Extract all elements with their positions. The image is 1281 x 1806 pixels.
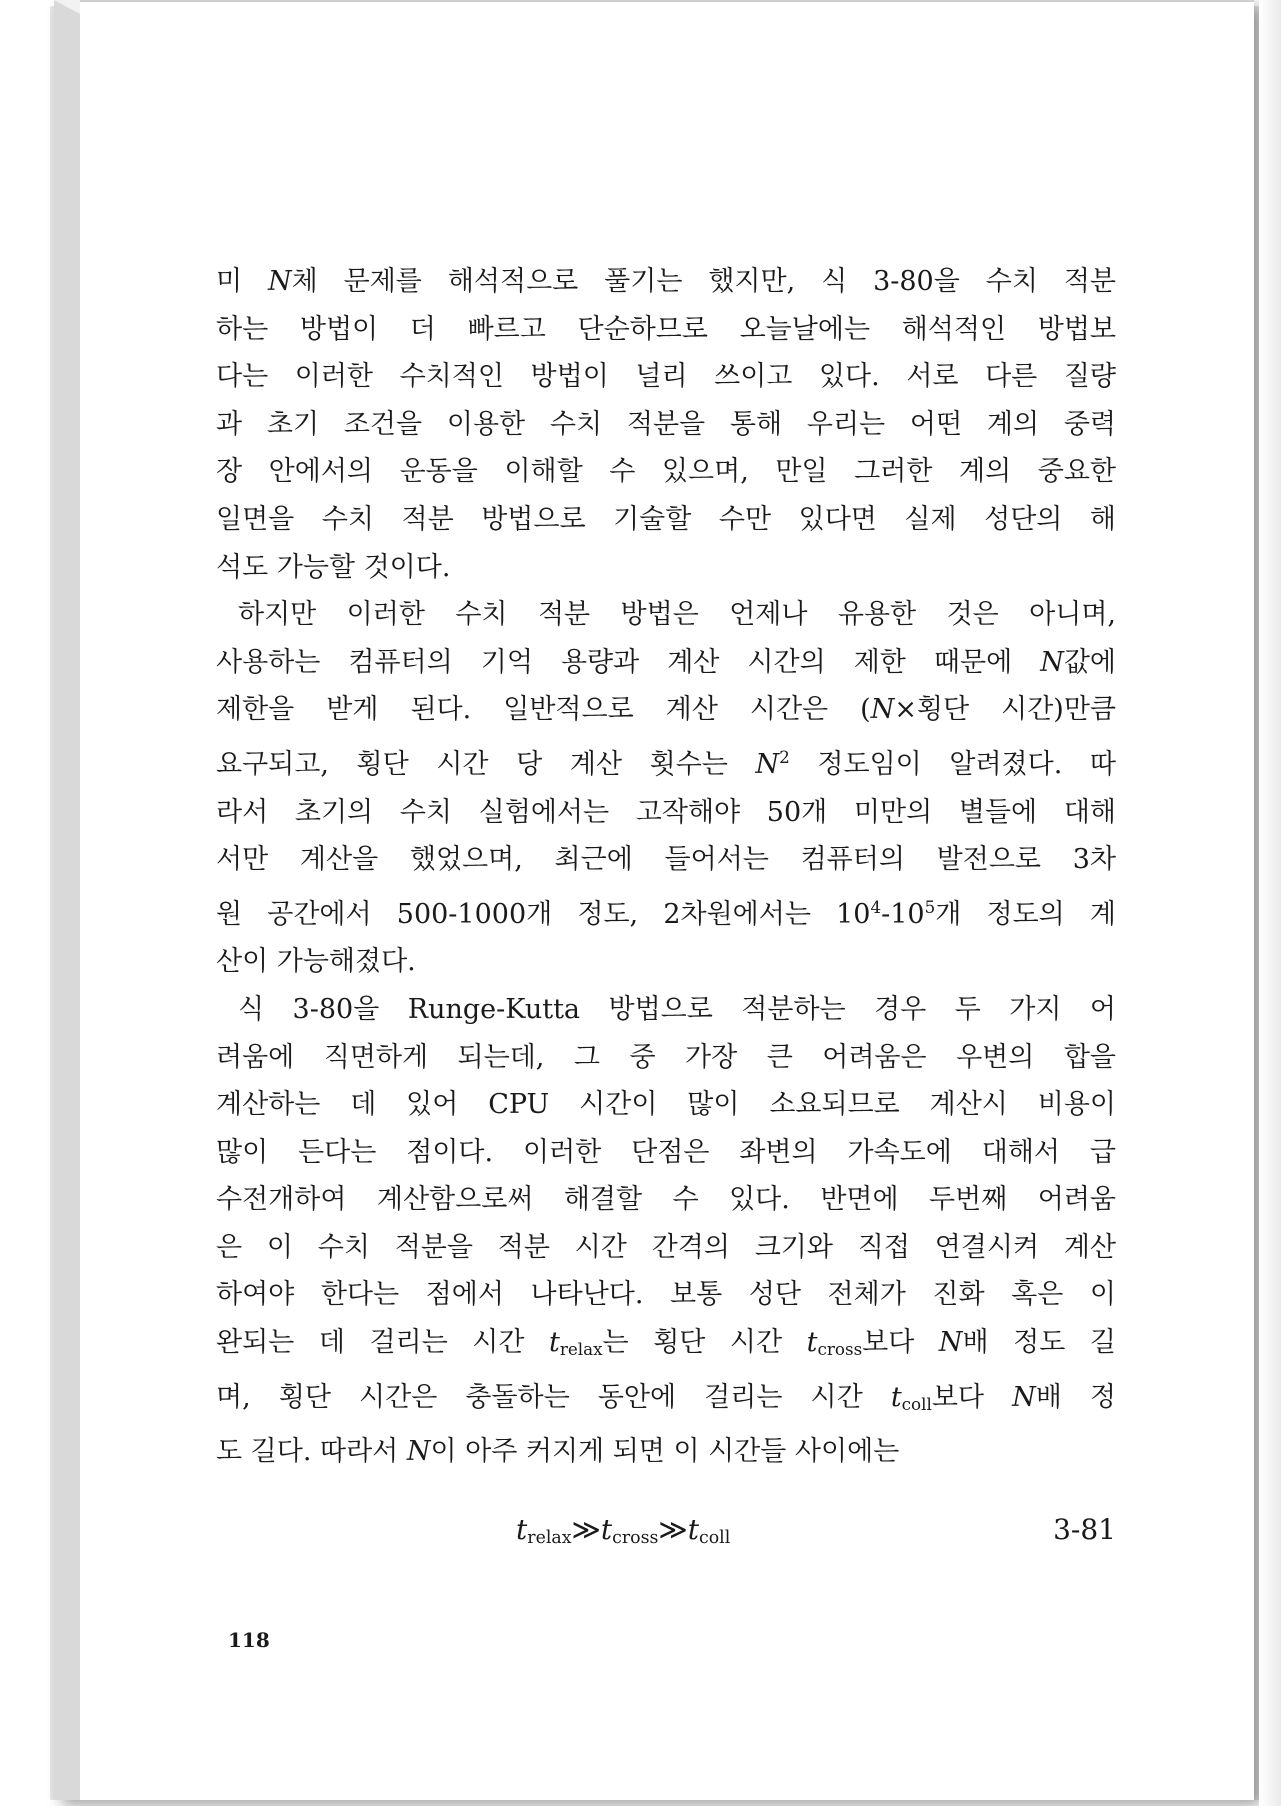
- equation-3-81: [216, 1506, 1116, 1554]
- italic-symbol: t: [806, 1327, 818, 1359]
- page-number: 118: [228, 1628, 270, 1652]
- text-line: 라서 초기의 수치 실험에서는 고작해야 50개 미만의 별들에 대해: [216, 796, 1116, 828]
- superscript: 2: [779, 746, 790, 767]
- text-line: 원 공간에서 500-1000개 정도, 2차원에서는 $10^4-10^5$개 정도의 계: [216, 896, 1116, 930]
- page-corner-fold: [54, 0, 80, 14]
- italic-symbol: t: [687, 1513, 699, 1546]
- italic-symbol: t: [516, 1513, 528, 1546]
- text-line: 많이 든다는 점이다. 이러한 단점은 좌변의 가속도에 대해서 급: [216, 1136, 1116, 1168]
- italic-symbol: N: [1012, 1381, 1036, 1413]
- text-line: 석도 가능할 것이다.: [216, 551, 451, 583]
- text-line: 요구되고, 횡단 시간 당 계산 횟수는 $N^2$ 정도임이 알려졌다. 따: [216, 746, 1116, 780]
- italic-symbol: N: [755, 748, 780, 780]
- text-line: 완되는 데 걸리는 시간 $t_{relax}$는 횡단 시간 $t_{cross}$보다 N배 정도 길: [216, 1327, 1116, 1360]
- text-line: 계산하는 데 있어 CPU 시간이 많이 소요되므로 계산시 비용이: [216, 1089, 1116, 1121]
- text-line: 하여야 한다는 점에서 나타난다. 보통 성단 전체가 진화 혹은 이: [216, 1279, 1116, 1311]
- text-line: 미 N체 문제를 해석적으로 풀기는 했지만, 식 3-80을 수치 적분: [216, 266, 1116, 297]
- subscript: relax: [559, 1339, 603, 1360]
- text-line: 식 3-80을 Runge-Kutta 방법으로 적분하는 경우 두 가지 어: [238, 993, 1116, 1025]
- text-line: 하는 방법이 더 빠르고 단순하므로 오늘날에는 해석적인 방법보: [216, 313, 1116, 345]
- text-line: 산이 가능해졌다.: [216, 946, 416, 978]
- text-line: 며, 횡단 시간은 충돌하는 동안에 걸리는 시간 $t_{coll}$보다 N배 정: [216, 1381, 1116, 1414]
- text-line: 과 초기 조건을 이용한 수치 적분을 통해 우리는 어떤 계의 중력: [216, 408, 1116, 440]
- text-line: 사용하는 컴퓨터의 기억 용량과 계산 시간의 제한 때문에 N값에: [216, 646, 1116, 678]
- italic-symbol: N: [406, 1436, 431, 1468]
- italic-symbol: N: [938, 1327, 963, 1359]
- italic-symbol: t: [600, 1513, 613, 1546]
- equation-expression: $t_{relax}≫t_{cross}≫t_{coll}$: [516, 1513, 731, 1548]
- text-line: 장 안에서의 운동을 이해할 수 있으며, 만일 그러한 계의 중요한: [216, 456, 1116, 488]
- page-right-edge: [1259, 0, 1281, 1806]
- subscript: relax: [527, 1528, 572, 1548]
- text-line: 서만 계산을 했었으며, 최근에 들어서는 컴퓨터의 발전으로 3차: [216, 844, 1116, 876]
- text-line: 수전개하여 계산함으로써 해결할 수 있다. 반면에 두번째 어려움: [216, 1184, 1116, 1216]
- body-text: [216, 258, 1116, 1476]
- superscript: 4: [870, 896, 882, 917]
- subscript: coll: [901, 1393, 932, 1414]
- text-line: 다는 이러한 수치적인 방법이 널리 쓰이고 있다. 서로 다른 질량: [216, 361, 1116, 393]
- text-line: 려움에 직면하게 되는데, 그 중 가장 큰 어려움은 우변의 합을: [216, 1041, 1116, 1073]
- italic-symbol: t: [549, 1327, 560, 1359]
- text-line: 제한을 받게 된다. 일반적으로 계산 시간은 (N×횡단 시간)만큼: [216, 694, 1116, 726]
- italic-symbol: t: [890, 1381, 902, 1413]
- text-line: 도 길다. 따라서 N이 아주 커지게 되면 이 시간들 사이에는: [216, 1436, 900, 1468]
- italic-symbol: N: [870, 694, 895, 726]
- text-line: 하지만 이러한 수치 적분 방법은 언제나 유용한 것은 아니며,: [238, 599, 1116, 631]
- superscript: 5: [924, 896, 936, 917]
- subscript: cross: [817, 1339, 863, 1360]
- italic-symbol: N: [1040, 646, 1064, 678]
- text-line: 은 이 수치 적분을 적분 시간 간격의 크기와 직접 연결시켜 계산: [216, 1231, 1116, 1263]
- subscript: coll: [698, 1528, 731, 1548]
- italic-symbol: N: [268, 266, 292, 297]
- text-line: 일면을 수치 적분 방법으로 기술할 수만 있다면 실제 성단의 해: [216, 503, 1116, 535]
- equation-number: 3-81: [1053, 1513, 1116, 1546]
- subscript: cross: [612, 1528, 659, 1548]
